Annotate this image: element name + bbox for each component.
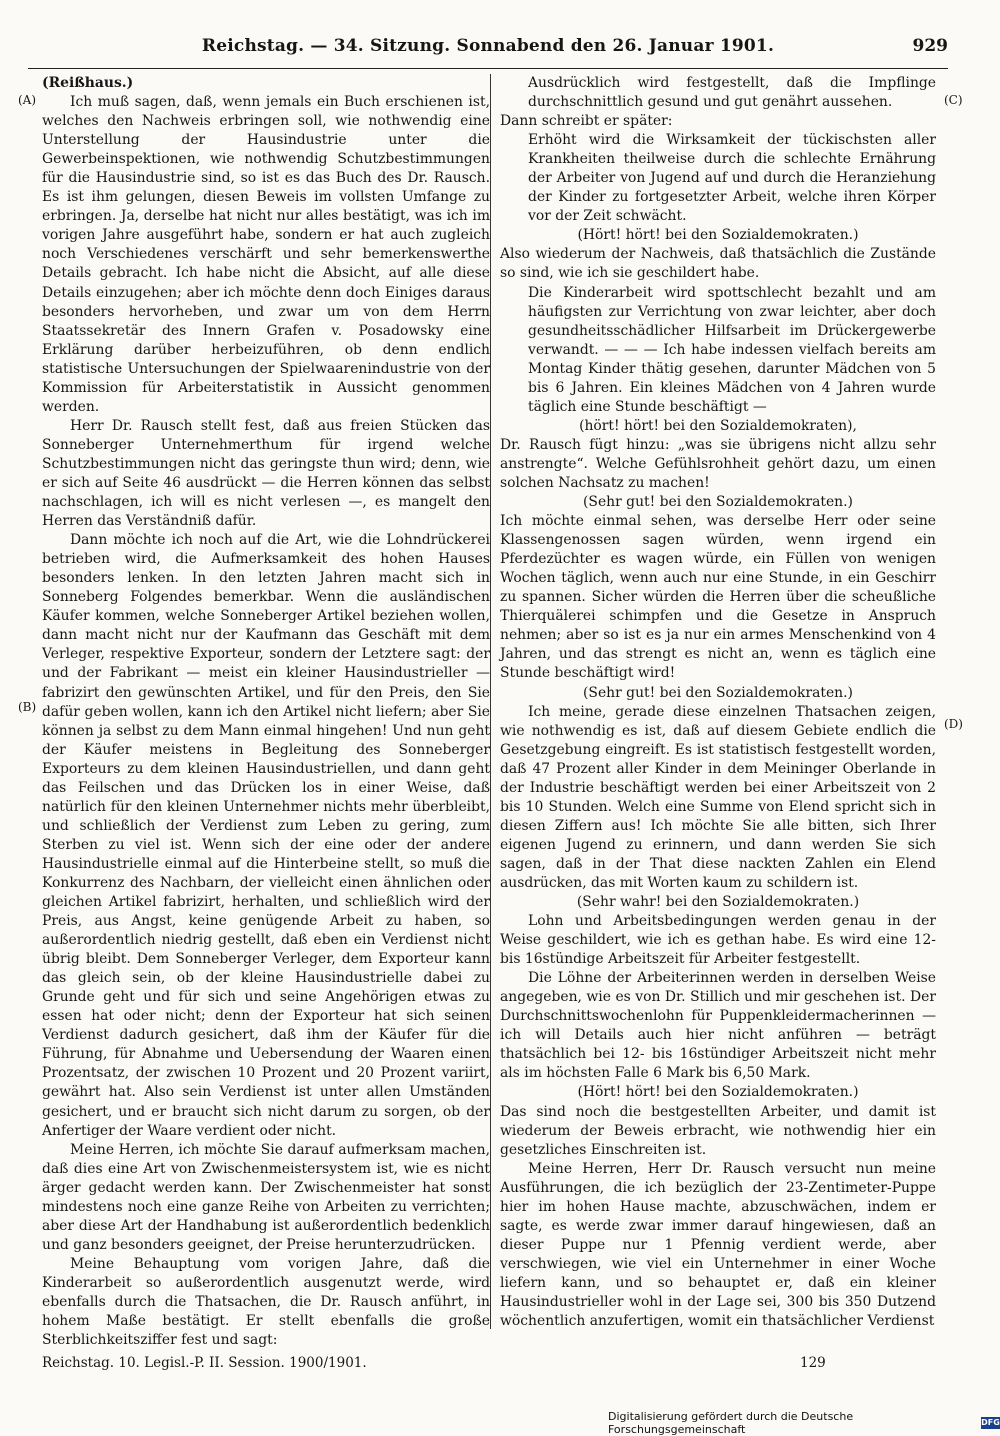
quotation: Die Kinderarbeit wird spottschlecht bezahlt und am häufigsten zur Verrichtung von zwar leichter, aber doch gesundheitsschädlicher Hilfsarbeit im Drückergewerbe verwandt. — — — Ich habe indessen vielfach bereits am Montag Kinder thätig gesehen, darunter Mädchen von 5 bis 6 Jahren. Ein kleines Mädchen von 4 Jahren wurde täglich eine Stunde beschäftigt —	[528, 284, 936, 415]
column-divider	[490, 74, 491, 1329]
interjection: (hört! hört! bei den Sozialdemokraten),	[579, 417, 857, 434]
paragraph: Ich meine, gerade diese einzelnen Thatsachen zeigen, wie nothwendig es ist, daß auf diesem Gebiete endlich die Gesetzgebung eingreift. Es ist statistisch festgestellt worden, daß 47 Prozent aller Kinder in dem Meininger Oberlande in der Industrie beschäftigt werden bei einer Arbeitszeit von 2 bis 10 Stunden. Welch eine Summe von Elend spricht sich in diesen Ziffern aus! Ich möchte Sie alle bitten, sich Ihrer eigenen Jugend zu erinnern, und dann werden Sie sich sagen, daß in der That diese nackten Zahlen ein Elend ausdrücken, das mit Worten kaum zu schildern ist.	[500, 703, 936, 891]
paragraph: Ich möchte einmal sehen, was derselbe Herr oder seine Klassengenossen sagen würden, wenn irgend ein Pferdezüchter es wagen würde, ein Füllen von wenigen Wochen täglich, wenn auch nur eine Stunde, in ein Geschirr zu spannen. Sicher würden die Herren über die scheußliche Thierquälerei schimpfen und die Gesetze in Anspruch nehmen; aber so ist es ja nur ein armes Menschenkind von 4 Jahren, und das strengt es nicht an, wenn es täglich eine Stunde beschäftigt wird!	[500, 513, 936, 682]
paragraph: Meine Behauptung vom vorigen Jahre, daß die Kinderarbeit so außerordentlich ausgenutzt werde, wird ebenfalls durch die Thatsachen, die Dr. Rausch anführt, in hohem Maße bestätigt. Er stellt ebenfalls die große Sterblichkeitsziffer fest und sagt:	[42, 1255, 490, 1349]
interjection: (Hört! hört! bei den Sozialdemokraten.)	[577, 227, 859, 244]
paragraph: Also wiederum der Nachweis, daß thatsächlich die Zustände so sind, wie ich sie geschildert habe.	[500, 246, 936, 282]
paragraph: Lohn und Arbeitsbedingungen werden genau in der Weise geschildert, wie ich es gethan habe. Es wird eine 12- bis 16stündige Arbeitszeit für Arbeiter festgestellt.	[500, 913, 936, 968]
footer-session-info: Reichstag. 10. Legisl.-P. II. Session. 1900/1901.	[42, 1355, 367, 1371]
paragraph: Ich muß sagen, daß, wenn jemals ein Buch erschienen ist, welches den Nachweis erbringen soll, wie nothwendig eine Unterstellung der Hausindustrie unter die Gewerbeinspektionen, wie nothwendig Schutzbestimmungen für die Hausindustrie sind, so ist es das Buch des Dr. Rausch. Es ist ihm gelungen, diesen Beweis im vollsten Umfange zu erbringen. Ja, derselbe hat nicht nur alles bestätigt, was ich im vorigen Jahre ausgeführt habe, sondern er hat auch zugleich noch Verschiedenes verschärft und sehr bemerkenswerthe Details gebracht. Ich habe nicht die Absicht, auf alle diese Details einzugehen; aber ich möchte denn doch Einiges daraus besonders hervorheben, und zwar um von dem Herrn Staatssekretär des Innern Grafen v. Posadowsky eine Erklärung darüber herbeizuführen, ob denn endlich statistische Untersuchungen der Spielwaarenindustrie von der Kommission für Arbeiterstatistik in Aussicht genommen werden.	[42, 94, 490, 415]
margin-marker-a: (A)	[18, 93, 37, 107]
digitization-credit	[608, 1410, 1000, 1436]
paragraph: Meine Herren, ich möchte Sie darauf aufmerksam machen, daß dies eine Art von Zwischenmeistersystem ist, wie es nicht ärger gedacht werden kann. Der Zwischenmeister hat sonst mindestens noch eine ganze Reihe von Arbeiten zu verrichten; aber diese Art der Handhabung ist außerordentlich bedenklich und ganz besonders geeignet, der Preise herunterzudrücken.	[42, 1141, 490, 1253]
interjection: (Hört! hört! bei den Sozialdemokraten.)	[577, 1084, 859, 1101]
right-column	[500, 74, 936, 1331]
page-number: 929	[912, 36, 948, 56]
margin-marker-c: (C)	[944, 93, 963, 107]
speaker-label: (Reißhaus.)	[42, 75, 134, 91]
interjection: (Sehr wahr! bei den Sozialdemokraten.)	[576, 894, 860, 911]
paragraph: Herr Dr. Rausch stellt fest, daß aus freien Stücken das Sonneberger Unternehmerthum für irgend welche Schutzbestimmungen nicht das geringste thun wird; denn, wie er sich auf Seite 46 ausdrückt — die Herren können das selbst nachschlagen, ich will es nicht verlesen —, es mangelt den Herren das Verständniß dafür.	[42, 417, 490, 530]
paragraph: Dr. Rausch fügt hinzu: „was sie übrigens nicht allzu sehr anstrengte“. Welche Gefühlsrohheit gehört dazu, um einen solchen Nachsatz zu machen!	[500, 436, 936, 491]
interjection: (Sehr gut! bei den Sozialdemokraten.)	[583, 494, 853, 511]
quotation: Ausdrücklich wird festgestellt, daß die Impflinge durchschnittlich gesund und gut genährt aussehen.	[528, 75, 936, 111]
dfg-logo-icon: DFG	[981, 1418, 1000, 1427]
footer-signature: 129	[800, 1355, 826, 1371]
paragraph: Dann schreibt er später:	[500, 113, 673, 130]
credit-text: Digitalisierung gefördert durch die Deutsche Forschungsgemeinschaft	[608, 1410, 854, 1436]
paragraph: Meine Herren, Herr Dr. Rausch versucht nun meine Ausführungen, die ich bezüglich der 23-Zentimeter-Puppe hier im hohen Hause machte, abzuschwächen, indem er sagte, es werde zwar immer darauf hingewiesen, daß an dieser Puppe nur 1 Pfennig verdient werde, aber verschwiegen, wie viel ein Unternehmer in einer Woche liefern kann, und so behauptet er, daß ein kleiner Hausindustrieller wohl in der Lage sei, 300 bis 350 Dutzend wöchentlich anzufertigen, womit ein thatsächlicher Verdienst	[500, 1160, 936, 1330]
paragraph: Die Löhne der Arbeiterinnen werden in derselben Weise angegeben, wie es von Dr. Stillich und mir geschehen ist. Der Durchschnittswochenlohn für Puppenkleidermacherinnen — ich will Details auch hier nicht anführen — beträgt thatsächlich bei 12- bis 16stündiger Arbeitszeit nicht mehr als im höchsten Falle 6 Mark bis 6,50 Mark.	[500, 970, 936, 1082]
paragraph: Dann möchte ich noch auf die Art, wie die Lohndrückerei betrieben wird, die Aufmerksamkeit des hohen Hauses besonders lenken. In den letzten Jahren macht sich in Sonneberg Folgendes bemerkbar. Wenn die ausländischen Käufer kommen, welche Sonneberger Artikel beziehen wollen, dann macht nicht nur der Kaufmann das Geschäft mit dem Verleger, respektive Exporteur, sondern der Letztere sagt: der und der Fabrikant — meist ein kleiner Hausindustrieller — fabrizirt den gewünschten Artikel, und für den Preis, den Sie dafür geben wollen, kann ich den Artikel nicht liefern; aber Sie können ja selbst zu dem Mann einmal hingehen! Und nun geht der Käufer meistens in Begleitung des Sonneberger Exporteurs zu dem kleinen Hausindustriellen, und dann geht das Feilschen und das Drücken los in einer Weise, daß natürlich für den kleinen Unternehmer nichts mehr überbleibt, und schließlich der Verdienst zum Leben zu gering, zum Sterben zu viel ist. Wenn sich der eine oder der andere Hausindustrielle einmal auf die Hinterbeine stellt, so muß die Konkurrenz des Nachbarn, der vielleicht einen ähnlichen oder gleichen Artikel fabrizirt, herhalten, und schließlich wird der Preis, aus Angst, keine genügende Arbeit zu haben, so außerordentlich niedrig gestellt, daß eben ein Verdienst nicht übrig bleibt. Dem Sonneberger Verleger, dem Exporteur kann das gleich sein, ob der kleine Hausindustrielle dabei zu Grunde geht und für sich und seine Angehörigen etwas zu essen hat oder nicht; denn der Exporteur hat sich seinen Verdienst dadurch gesichert, daß ihm der Käufer für die Führung, für Abnahme und Uebersendung der Waaren einen Prozentsatz, der zwischen 10 Prozent und 20 Prozent variirt, gewährt hat. Also sein Verdienst ist unter allen Umständen gesichert, und er braucht sich nicht darum zu sorgen, ob der Anfertiger der Waare verdient oder nicht.	[42, 532, 490, 1139]
interjection: (Sehr gut! bei den Sozialdemokraten.)	[583, 684, 853, 701]
margin-marker-b: (B)	[18, 700, 37, 714]
left-column	[42, 74, 490, 1350]
margin-marker-d: (D)	[944, 717, 963, 731]
paragraph: Das sind noch die bestgestellten Arbeiter, und damit ist wiederum der Beweis erbracht, wie nothwendig hier ein gesetzliches Einschreiten ist.	[500, 1103, 936, 1158]
running-title: Reichstag. — 34. Sitzung. Sonnabend den 26. Januar 1901.	[201, 36, 775, 56]
quotation: Erhöht wird die Wirksamkeit der tückischsten aller Krankheiten theilweise durch die schlechte Ernährung der Arbeiter von Jugend auf und durch die Heranziehung der Kinder zu fortgesetzter Arbeit, welche ihren Körper vor der Zeit schwächt.	[528, 132, 936, 225]
page-header	[28, 36, 948, 69]
